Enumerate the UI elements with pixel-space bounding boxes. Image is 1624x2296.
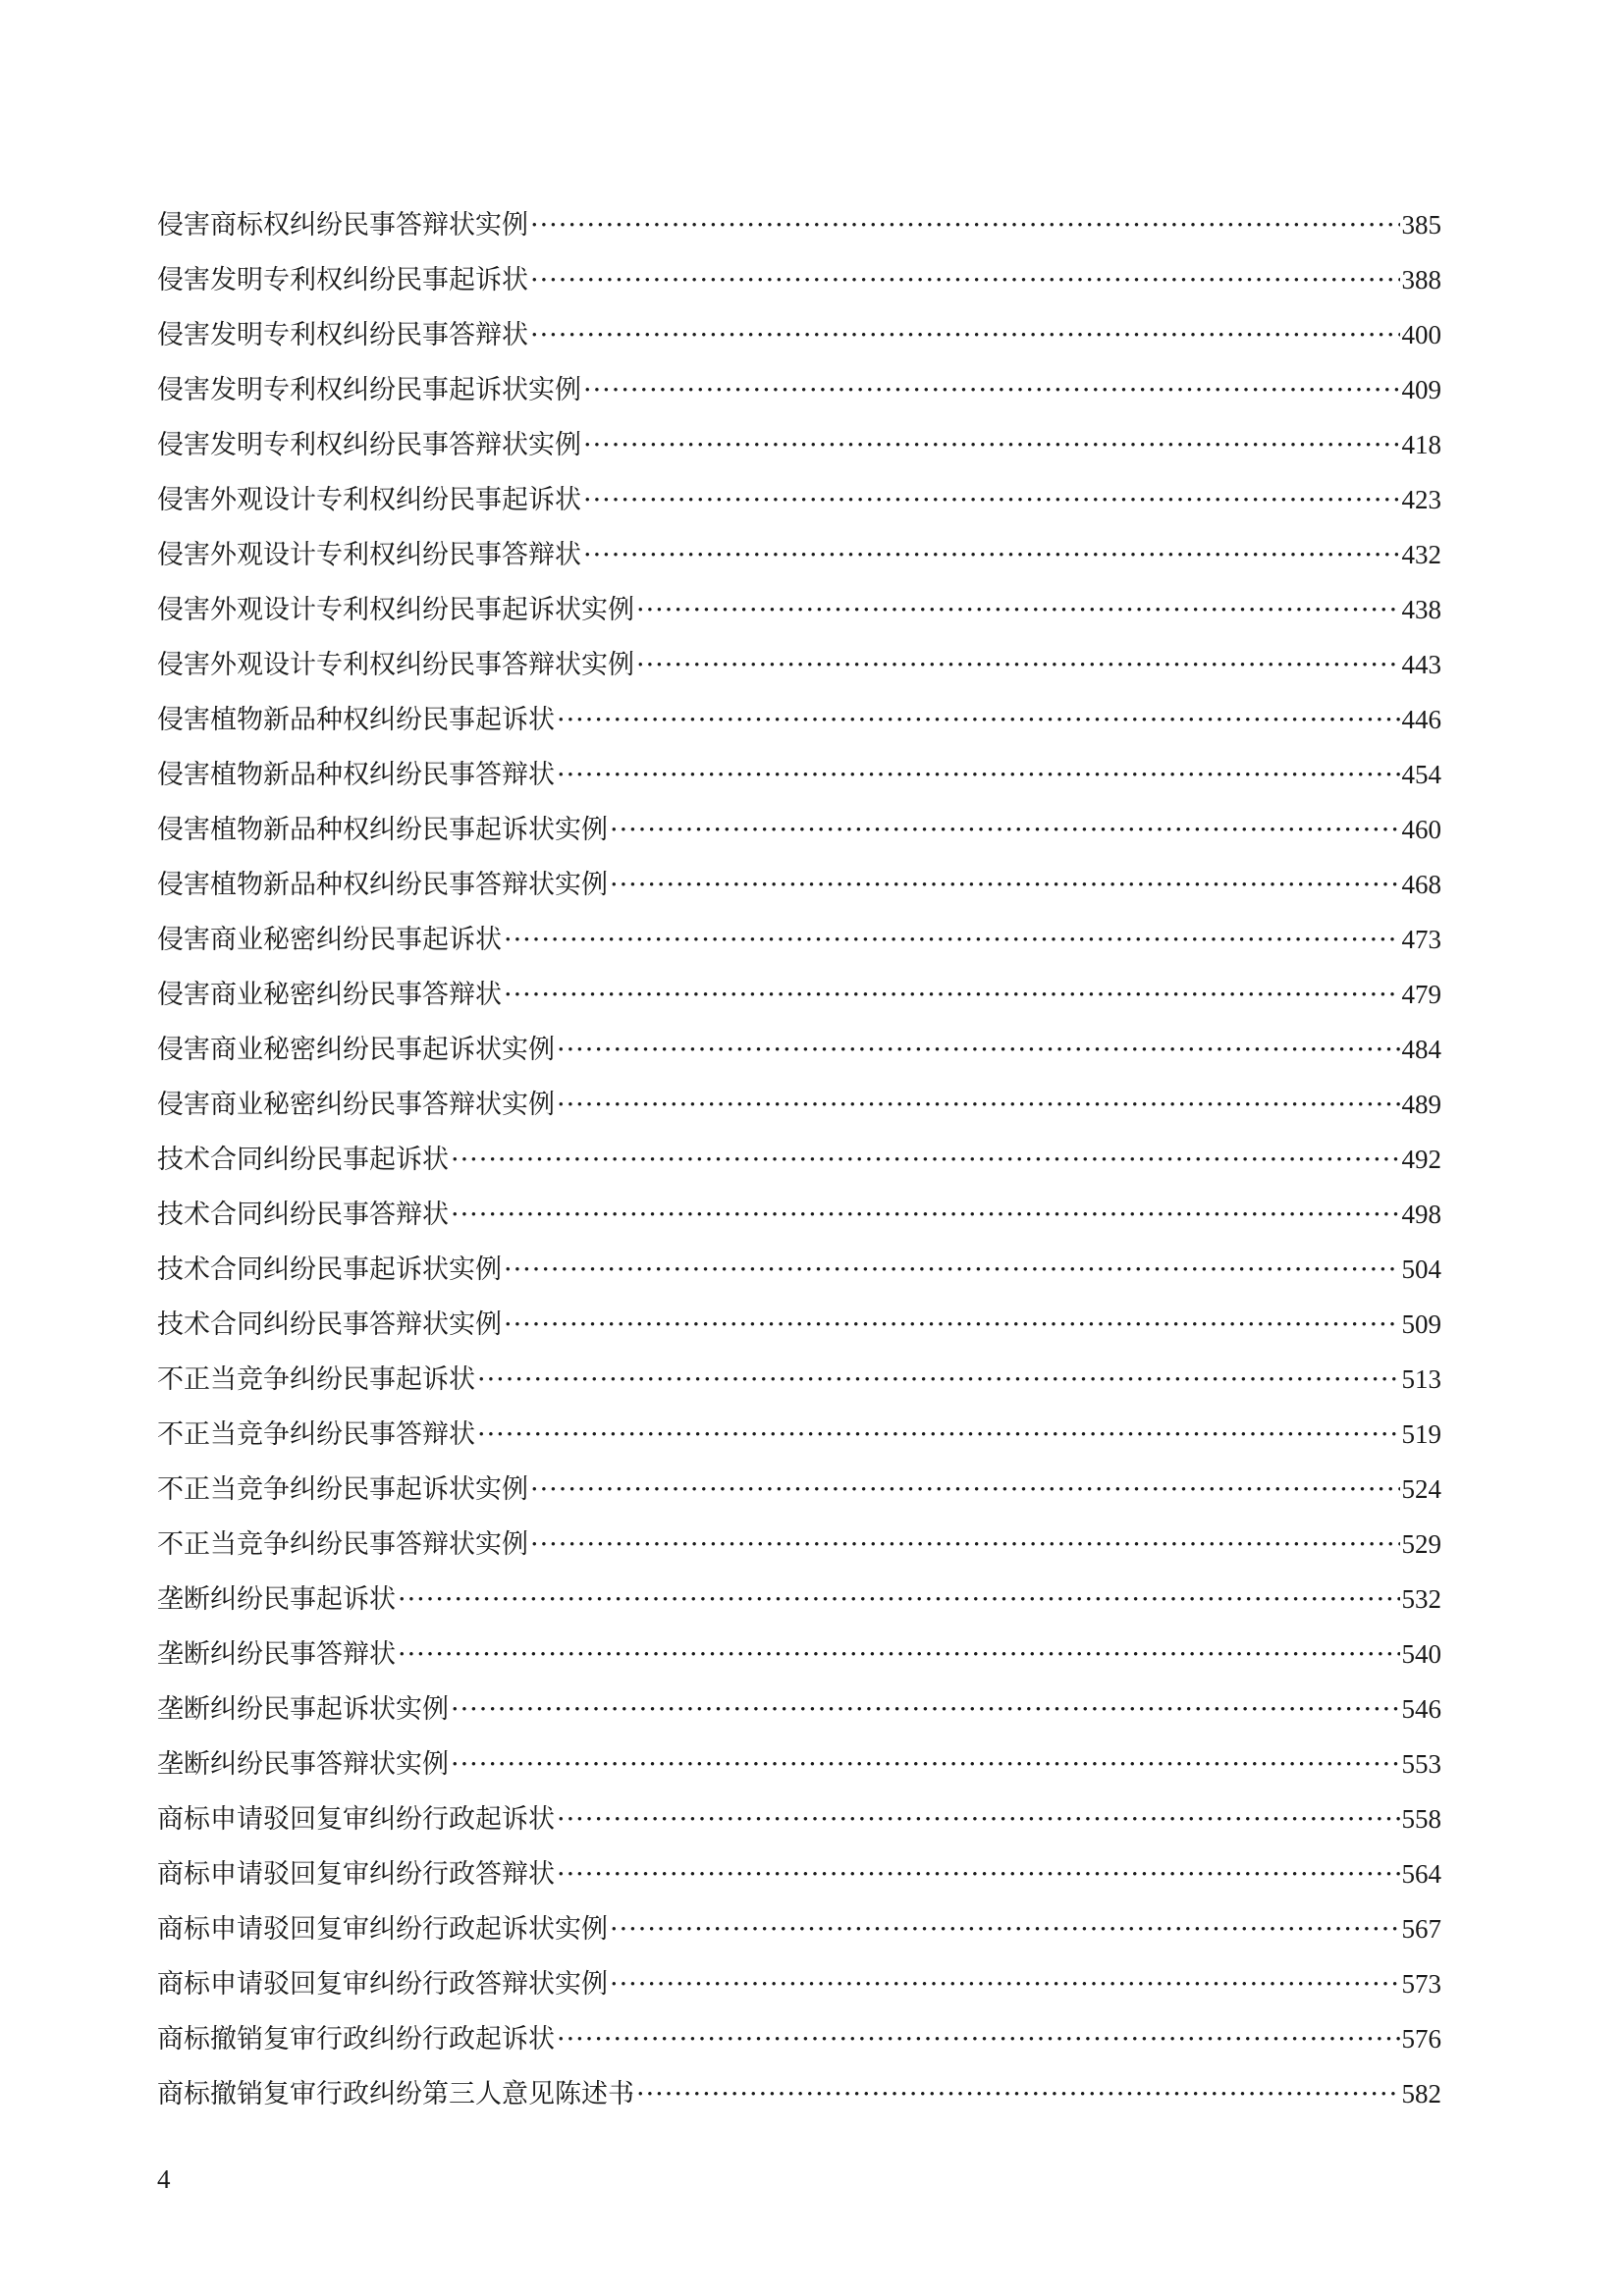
toc-entry-title: 商标申请驳回复审纠纷行政答辩状实例 <box>157 1969 608 2000</box>
toc-leader-dots <box>610 866 1400 905</box>
toc-leader-dots <box>557 1800 1400 1840</box>
toc-entry[interactable] <box>157 645 1441 700</box>
toc-entry[interactable] <box>157 755 1441 810</box>
toc-entry[interactable] <box>157 1854 1441 1909</box>
toc-leader-dots <box>530 206 1400 245</box>
toc-entry[interactable] <box>157 975 1441 1030</box>
toc-leader-dots <box>530 316 1400 355</box>
toc-entry[interactable] <box>157 1909 1441 1964</box>
toc-leader-dots <box>451 1690 1400 1730</box>
toc-entry-page: 504 <box>1401 1255 1441 1284</box>
toc-entry-page: 400 <box>1401 320 1441 349</box>
toc-entry-title: 侵害商业秘密纠纷民事起诉状实例 <box>157 1035 555 1065</box>
toc-leader-dots <box>557 1855 1400 1895</box>
toc-entry[interactable] <box>157 1964 1441 2019</box>
toc-leader-dots <box>610 1910 1400 1949</box>
toc-entry-page: 567 <box>1401 1914 1441 1944</box>
toc-entry-title: 技术合同纠纷民事起诉状 <box>157 1145 449 1175</box>
toc-entry-title: 技术合同纠纷民事答辩状实例 <box>157 1309 502 1340</box>
toc-entry-page: 553 <box>1401 1749 1441 1779</box>
toc-leader-dots <box>504 921 1400 960</box>
toc-entry-title: 商标申请驳回复审纠纷行政起诉状 <box>157 1804 555 1835</box>
toc-entry[interactable] <box>157 1799 1441 1854</box>
toc-entry[interactable] <box>157 1469 1441 1524</box>
toc-entry-page: 454 <box>1401 760 1441 789</box>
toc-entry-title: 不正当竞争纠纷民事答辩状 <box>157 1419 475 1450</box>
toc-entry[interactable] <box>157 700 1441 755</box>
toc-entry[interactable] <box>157 535 1441 590</box>
toc-entry[interactable] <box>157 425 1441 480</box>
toc-entry-title: 侵害植物新品种权纠纷民事答辩状实例 <box>157 870 608 900</box>
page-number: 4 <box>157 2164 171 2194</box>
toc-entry-page: 468 <box>1401 870 1441 899</box>
toc-entry-title: 商标撤销复审行政纠纷行政起诉状 <box>157 2024 555 2055</box>
toc-entry-page: 385 <box>1401 210 1441 240</box>
toc-leader-dots <box>530 261 1400 300</box>
toc-entry-page: 388 <box>1401 265 1441 294</box>
toc-entry-title: 侵害外观设计专利权纠纷民事起诉状实例 <box>157 595 634 625</box>
toc-entry-page: 479 <box>1401 980 1441 1009</box>
toc-entry-title: 侵害商标权纠纷民事答辩状实例 <box>157 210 528 240</box>
toc-leader-dots <box>583 536 1400 575</box>
toc-entry[interactable] <box>157 590 1441 645</box>
toc-entry-title: 侵害发明专利权纠纷民事起诉状实例 <box>157 375 581 405</box>
toc-entry[interactable] <box>157 1195 1441 1250</box>
toc-leader-dots <box>530 1525 1400 1565</box>
toc-entry[interactable] <box>157 1744 1441 1799</box>
toc-entry-title: 侵害外观设计专利权纠纷民事答辩状实例 <box>157 650 634 680</box>
toc-leader-dots <box>504 1251 1400 1290</box>
toc-entry[interactable] <box>157 1634 1441 1689</box>
toc-leader-dots <box>583 371 1400 410</box>
toc-leader-dots <box>636 2075 1400 2114</box>
toc-entry[interactable] <box>157 1250 1441 1305</box>
toc-entry-title: 侵害发明专利权纠纷民事起诉状 <box>157 265 528 295</box>
toc-leader-dots <box>477 1415 1400 1455</box>
toc-entry-page: 564 <box>1401 1859 1441 1889</box>
toc-entry-page: 558 <box>1401 1804 1441 1834</box>
toc-leader-dots <box>398 1635 1400 1675</box>
toc-entry[interactable] <box>157 2074 1441 2129</box>
toc-leader-dots <box>636 646 1400 685</box>
toc-entry[interactable] <box>157 865 1441 920</box>
toc-entry[interactable] <box>157 315 1441 370</box>
toc-entry-title: 侵害植物新品种权纠纷民事起诉状 <box>157 705 555 735</box>
toc-leader-dots <box>610 811 1400 850</box>
toc-entry-title: 商标申请驳回复审纠纷行政起诉状实例 <box>157 1914 608 1945</box>
toc-leader-dots <box>557 1086 1400 1125</box>
toc-entry[interactable] <box>157 810 1441 865</box>
toc-leader-dots <box>451 1141 1400 1180</box>
toc-entry-title: 侵害发明专利权纠纷民事答辩状实例 <box>157 430 581 460</box>
toc-leader-dots <box>636 591 1400 630</box>
toc-leader-dots <box>451 1745 1400 1785</box>
toc-entry[interactable] <box>157 920 1441 975</box>
toc-entry-page: 498 <box>1401 1200 1441 1229</box>
toc-entry-page: 524 <box>1401 1474 1441 1504</box>
toc-entry-title: 垄断纠纷民事答辩状实例 <box>157 1749 449 1780</box>
toc-entry-page: 576 <box>1401 2024 1441 2054</box>
toc-entry[interactable] <box>157 370 1441 425</box>
toc-entry-title: 技术合同纠纷民事答辩状 <box>157 1200 449 1230</box>
toc-leader-dots <box>583 481 1400 520</box>
toc-entry[interactable] <box>157 480 1441 535</box>
toc-entry-title: 不正当竞争纠纷民事起诉状 <box>157 1364 475 1395</box>
toc-entry-title: 不正当竞争纠纷民事答辩状实例 <box>157 1529 528 1560</box>
toc-entry[interactable] <box>157 1524 1441 1579</box>
toc-entry-page: 546 <box>1401 1694 1441 1724</box>
toc-entry-title: 商标申请驳回复审纠纷行政答辩状 <box>157 1859 555 1890</box>
toc-entry-page: 460 <box>1401 815 1441 844</box>
toc-entry-page: 438 <box>1401 595 1441 624</box>
toc-entry-page: 443 <box>1401 650 1441 679</box>
toc-entry-page: 540 <box>1401 1639 1441 1669</box>
toc-entry-page: 489 <box>1401 1090 1441 1119</box>
toc-entry[interactable] <box>157 1360 1441 1415</box>
toc-entry-page: 529 <box>1401 1529 1441 1559</box>
toc-entry-title: 侵害发明专利权纠纷民事答辩状 <box>157 320 528 350</box>
toc-entry-title: 商标撤销复审行政纠纷第三人意见陈述书 <box>157 2079 634 2109</box>
toc-leader-dots <box>530 1470 1400 1510</box>
toc-leader-dots <box>504 1306 1400 1345</box>
toc-leader-dots <box>583 426 1400 465</box>
toc-entry-page: 573 <box>1401 1969 1441 1999</box>
toc-leader-dots <box>504 976 1400 1015</box>
toc-entry-title: 垄断纠纷民事答辩状 <box>157 1639 396 1670</box>
toc-entry[interactable] <box>157 1689 1441 1744</box>
toc-entry[interactable] <box>157 260 1441 315</box>
toc-entry-title: 侵害外观设计专利权纠纷民事起诉状 <box>157 485 581 515</box>
toc-entry-title: 侵害植物新品种权纠纷民事答辩状 <box>157 760 555 790</box>
toc-leader-dots <box>477 1361 1400 1400</box>
toc-entry-title: 侵害植物新品种权纠纷民事起诉状实例 <box>157 815 608 845</box>
toc-entry[interactable] <box>157 2019 1441 2074</box>
toc-entry-title: 垄断纠纷民事起诉状实例 <box>157 1694 449 1725</box>
toc-entry-page: 473 <box>1401 925 1441 954</box>
toc-entry[interactable] <box>157 1579 1441 1634</box>
toc-entry[interactable] <box>157 1140 1441 1195</box>
toc-entry-page: 418 <box>1401 430 1441 459</box>
toc-leader-dots <box>451 1196 1400 1235</box>
toc-leader-dots <box>610 1965 1400 2004</box>
toc-entry-title: 侵害商业秘密纠纷民事答辩状 <box>157 980 502 1010</box>
toc-entry[interactable] <box>157 1305 1441 1360</box>
toc-leader-dots <box>557 1031 1400 1070</box>
toc-entry[interactable] <box>157 205 1441 260</box>
toc-entry-page: 446 <box>1401 705 1441 734</box>
toc-entry[interactable] <box>157 1415 1441 1469</box>
toc-leader-dots <box>557 2020 1400 2059</box>
toc-entry-title: 技术合同纠纷民事起诉状实例 <box>157 1255 502 1285</box>
toc-entry-page: 423 <box>1401 485 1441 514</box>
toc-entry-page: 513 <box>1401 1364 1441 1394</box>
toc-entry-title: 侵害商业秘密纠纷民事起诉状 <box>157 925 502 955</box>
toc-leader-dots <box>557 756 1400 795</box>
toc-entry-page: 519 <box>1401 1419 1441 1449</box>
toc-entry-page: 582 <box>1401 2079 1441 2109</box>
toc-entry-page: 532 <box>1401 1584 1441 1614</box>
table-of-contents <box>157 205 1441 2129</box>
toc-entry-title: 侵害外观设计专利权纠纷民事答辩状 <box>157 540 581 570</box>
toc-entry-title: 垄断纠纷民事起诉状 <box>157 1584 396 1615</box>
toc-entry-page: 492 <box>1401 1145 1441 1174</box>
toc-entry[interactable] <box>157 1030 1441 1085</box>
toc-entry-title: 不正当竞争纠纷民事起诉状实例 <box>157 1474 528 1505</box>
toc-entry-page: 509 <box>1401 1309 1441 1339</box>
toc-entry-title: 侵害商业秘密纠纷民事答辩状实例 <box>157 1090 555 1120</box>
toc-entry[interactable] <box>157 1085 1441 1140</box>
toc-entry-page: 484 <box>1401 1035 1441 1064</box>
toc-entry-page: 432 <box>1401 540 1441 569</box>
toc-leader-dots <box>398 1580 1400 1620</box>
toc-leader-dots <box>557 701 1400 740</box>
toc-entry-page: 409 <box>1401 375 1441 404</box>
